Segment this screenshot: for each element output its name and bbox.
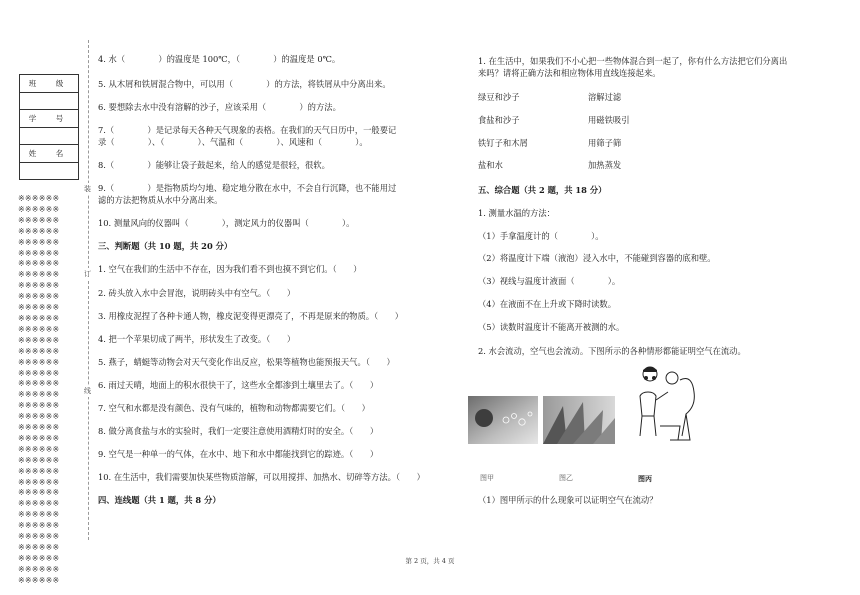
composite-step-4: （4）在液面不在上升或下降时读数。 <box>478 299 617 309</box>
matching-intro-line-1: 1. 在生活中，如果我们不小心把一些物体混合到一起了，你有什么方法把它们分离出 <box>478 56 788 66</box>
judge-1: 1. 空气在我们的生活中不存在，因为我们看不到也摸不到它们。（ ） <box>98 264 362 274</box>
name-label: 姓 名 <box>20 145 79 163</box>
question-8: 8.（ ）能够让袋子鼓起来，给人的感觉是很轻，很软。 <box>98 160 330 170</box>
figure-bing-caption: 图丙 <box>638 474 652 483</box>
class-field[interactable] <box>20 93 79 110</box>
figure-row <box>468 396 708 486</box>
composite-step-3: （3）视线与温度计液面（ ）。 <box>478 276 621 286</box>
judge-3: 3. 用橡皮泥捏了各种卡通人物，橡皮泥变得更漂亮了，不再是原来的物质。（ ） <box>98 311 404 321</box>
question-7-line-2: 录（ ）、（ ）、气温和（ ）、风速和（ ）。 <box>98 137 368 147</box>
composite-question-1: 1. 测量水温的方法： <box>478 208 555 218</box>
composite-step-5: （5）读数时温度计不能离开被测的水。 <box>478 322 625 332</box>
composite-step-1: （1）手拿温度计的（ ）。 <box>478 231 604 241</box>
judge-6: 6. 雨过天晴，地面上的积水很快干了，这些水全都渗到土壤里去了。（ ） <box>98 380 379 390</box>
match-item-right[interactable]: 溶解过滤 <box>588 92 622 102</box>
match-row <box>478 160 778 172</box>
match-item-right[interactable]: 用筛子筛 <box>588 138 622 148</box>
question-7-line-1: 7.（ ）是记录每天各种天气现象的表格。在我们的天气日历中，一般要记 <box>98 125 397 135</box>
question-5: 5. 从木屑和铁屑混合物中，可以用（ ）的方法，将铁屑从中分离出来。 <box>98 79 391 89</box>
match-item-left[interactable]: 盐和水 <box>478 160 503 170</box>
question-4: 4. 水（ ）的温度是 100℃，（ ）的温度是 0℃。 <box>98 54 341 64</box>
binding-line <box>88 40 89 540</box>
judge-7: 7. 空气和水都是没有颜色、没有气味的，植物和动物都需要它们。（ ） <box>98 403 370 413</box>
section-4-heading: 四、连线题（共 1 题，共 8 分） <box>98 495 221 505</box>
figure-yi-caption: 图乙 <box>559 474 573 482</box>
binding-char-3: 线 <box>84 387 91 395</box>
match-item-left[interactable]: 绿豆和沙子 <box>478 92 520 102</box>
name-field[interactable] <box>20 163 79 180</box>
judge-5: 5. 燕子，蜻蜓等动物会对天气变化作出反应，松果等植物也能预报天气。（ ） <box>98 357 395 367</box>
judge-2: 2. 砖头放入水中会冒泡，说明砖头中有空气。（ ） <box>98 288 296 298</box>
match-row <box>478 92 778 104</box>
question-9-line-2: 滤的方法把物质从水中分离出来。 <box>98 195 223 205</box>
question-10: 10. 测量风向的仪器叫（ ），测定风力的仪器叫（ ）。 <box>98 218 355 228</box>
figure-jia-caption: 图甲 <box>480 474 494 482</box>
matching-intro-line-2: 来吗？请将正确方法和相应物体用直线连接起来。 <box>478 68 661 78</box>
question-9-line-1: 9.（ ）是指物质均匀地、稳定地分散在水中，不会自行沉降，也不能用过 <box>98 183 397 193</box>
judge-10: 10. 在生活中，我们需要加快某些物质溶解，可以用搅拌、加热水、切碎等方法。（ ） <box>98 472 425 482</box>
class-label: 班 级 <box>20 75 79 93</box>
page-footer: 第 2 页，共 4 页 <box>405 557 455 565</box>
judge-4: 4. 把一个苹果切成了两半，形状发生了改变。（ ） <box>98 334 296 344</box>
judge-9: 9. 空气是一种单一的气体，在水中、地下和水中都能找到它的踪迹。（ ） <box>98 449 379 459</box>
match-row <box>478 138 778 150</box>
match-item-left[interactable]: 食盐和沙子 <box>478 115 520 125</box>
student-id-label: 学 号 <box>20 110 79 128</box>
figure-bing-image <box>620 366 700 444</box>
section-3-heading: 三、判断题（共 10 题，共 20 分） <box>98 241 233 251</box>
student-info-table <box>19 74 79 180</box>
student-id-field[interactable] <box>20 128 79 145</box>
composite-question-2-1: （1）图甲所示的什么现象可以证明空气在流动？ <box>478 495 658 505</box>
binding-char-1: 装 <box>84 185 91 193</box>
figure-jia-image <box>468 396 538 444</box>
match-item-left[interactable]: 铁钉子和木屑 <box>478 138 528 148</box>
match-item-right[interactable]: 加热蒸发 <box>588 160 622 170</box>
figure-yi-image <box>543 396 615 444</box>
match-item-right[interactable]: 用磁铁吸引 <box>588 115 630 125</box>
composite-question-2: 2. 水会流动，空气也会流动。下图所示的各种情形都能证明空气在流动。 <box>478 346 746 356</box>
seal-pattern: ※※※※※※ ※※※※※※ ※※※※※※ ※※※※※※ ※※※※※※ ※※※※※※ ※※※※※※ ※※※※※※ ※※※※※※ ※※※※※※ ※※※※※※ ※※※※※※ ※※※※※※ ※※※※※※ ※※※※※※ ※※※※※※ ※※※※※※ ※※※※※※ ※※※※※※ ※※※※※※ ※※※※※※ ※※※※※※ ※※※※※※ ※※※※※※ ※※※※※※ ※※※※※※ ※※※※※※ ※※※※※※ ※※※※※※ ※※※※※※ ※※※※※※ ※※※※※※ ※※※※※※ ※※※※※※ ※※※※※※ ※※※※※※ <box>18 194 60 585</box>
match-row <box>478 115 778 127</box>
judge-8: 8. 做分离食盐与水的实验时，我们一定要注意使用酒精灯时的安全。（ ） <box>98 426 379 436</box>
binding-char-2: 订 <box>84 270 91 278</box>
composite-step-2: （2）将温度计下端（液泡）浸入水中，不能碰到容器的底和壁。 <box>478 253 716 263</box>
question-6: 6. 要想除去水中没有溶解的沙子，应该采用（ ）的方法。 <box>98 102 341 112</box>
section-5-heading: 五、综合题（共 2 题，共 18 分） <box>478 185 607 195</box>
